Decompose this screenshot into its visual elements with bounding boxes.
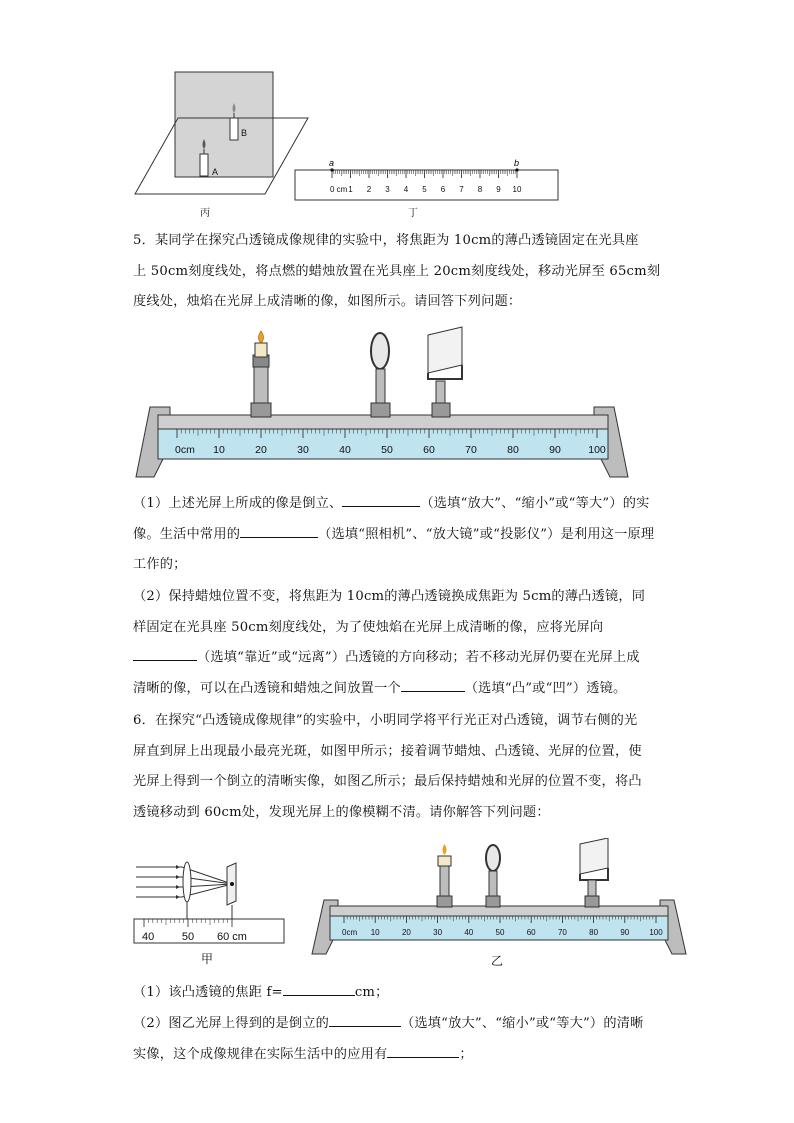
q6-s2-a: （2）图乙光屏上得到的是倒立的	[133, 1016, 330, 1031]
q6-line-1: 6．在探究“凸透镜成像规律”的实验中，小明同学将平行光正对凸透镜，调节右侧的光	[133, 713, 638, 728]
ding-tick-label: 9	[496, 185, 501, 194]
q5-s2-d: 清晰的像，可以在凸透镜和蜡烛之间放置一个	[133, 680, 401, 696]
yi-bench-tick-label: 10	[370, 928, 380, 937]
q5-s1-a: （1）上述光屏上所成的像是倒立、	[133, 496, 343, 511]
q6-blank-1[interactable]	[283, 981, 355, 996]
ding-tick-label: 7	[459, 185, 464, 194]
figure-ding-ruler	[292, 158, 562, 204]
q5-stem	[133, 226, 668, 318]
jia-tick-label: 60 cm	[217, 931, 247, 943]
ding-tick-label: 2	[366, 185, 372, 194]
q5-s2-e: （选填“凸”或“凹”）透镜。	[464, 680, 627, 696]
ruler-label-a: a	[329, 158, 335, 168]
q5-bench-tick-label: 10	[213, 444, 225, 456]
label-a-candle: A	[212, 167, 219, 177]
q5-blank-1[interactable]	[342, 492, 420, 507]
bing-caption: 丙	[200, 208, 210, 219]
q5-s1-c: 像。生活中常用的	[133, 526, 241, 542]
q6-s2-c: 实像，这个成像规律在实际生活中的应用有	[133, 1046, 388, 1062]
figure-bing-plane-mirror	[130, 70, 310, 200]
figure-q5-optical-bench	[132, 325, 632, 483]
q5-s1-b: （选填“放大”、“缩小”或“等大”）的实	[420, 496, 650, 511]
q5-bench-tick-label: 60	[423, 444, 435, 456]
q5-s2-a: （2）保持蜡烛位置不变，将焦距为 10cm的薄凸透镜换成焦距为 5cm的薄凸透镜，同	[133, 589, 646, 604]
q5-sub2	[133, 582, 668, 704]
q5-blank-2[interactable]	[240, 523, 318, 538]
q5-bench-tick-label: 40	[339, 444, 351, 456]
q6-s2-d: ；	[459, 1046, 473, 1062]
q6-line-2: 屏直到屏上出现最小最亮光斑，如图甲所示；接着调节蜡烛、凸透镜、光屏的位置，使	[133, 743, 642, 759]
ruler-label-b: b	[514, 158, 520, 168]
yi-bench-tick-label: 20	[401, 928, 411, 937]
ding-tick-label: 6	[440, 185, 446, 194]
yi-bench-tick-label: 30	[433, 928, 443, 937]
q5-bench-tick-label: 50	[381, 444, 393, 456]
jia-caption: 甲	[201, 952, 214, 966]
q6-s1-b: cm；	[354, 985, 389, 1000]
ding-tick-label: 8	[477, 185, 483, 194]
yi-caption: 乙	[491, 954, 504, 968]
q6-s2-b: （选填“放大”、“缩小”或“等大”）的清晰	[401, 1016, 644, 1031]
yi-bench-tick-label: 70	[557, 928, 567, 937]
yi-bench-tick-label: 60	[526, 928, 536, 937]
q5-line-2: 上 50cm刻度线处，将点燃的蜡烛放置在光具座上 20cm刻度线处，移动光屏至 65cm刻	[133, 263, 661, 279]
q5-line-1: 5．某同学在探究凸透镜成像规律的实验中，将焦距为 10cm的薄凸透镜固定在光具座	[133, 233, 639, 248]
q6-s1-a: （1）该凸透镜的焦距 f=	[133, 985, 283, 1000]
q5-bench-tick-label: 70	[465, 444, 477, 456]
yi-bench-tick-label: 80	[589, 928, 599, 937]
q6-blank-3[interactable]	[387, 1043, 459, 1058]
ding-tick-label: 3	[385, 185, 390, 194]
q5-bench-tick-label: 100	[588, 444, 606, 456]
q5-blank-4[interactable]	[401, 677, 465, 692]
ding-tick-label: 4	[403, 185, 409, 194]
q5-s1-d: （选填“照相机”、“放大镜”或“投影仪”）是利用这一原理	[318, 526, 655, 542]
ding-caption: 丁	[408, 208, 418, 219]
q6-sub2	[133, 1009, 668, 1070]
q5-bench-tick-label: 20	[255, 444, 267, 456]
q6-line-3: 光屏上得到一个倒立的清晰实像，如图乙所示；最后保持蜡烛和光屏的位置不变，将凸	[133, 774, 642, 789]
q5-line-3: 度线处，烛焰在光屏上成清晰的像，如图所示。请回答下列问题：	[133, 294, 522, 309]
q5-bench-tick-label: 80	[507, 444, 519, 456]
jia-tick-label: 40	[142, 931, 155, 943]
figure-yi-optical-bench	[310, 838, 688, 958]
yi-bench-tick-label: 40	[464, 928, 474, 937]
ding-tick-label: 0 cm	[330, 185, 348, 194]
q5-blank-3[interactable]	[133, 646, 197, 661]
q5-sub1	[133, 489, 668, 581]
yi-bench-tick-label: 0cm	[342, 928, 358, 937]
q5-s2-c: （选填“靠近”或“远离”）凸透镜的方向移动；若不移动光屏仍要在光屏上成	[197, 650, 640, 665]
ding-tick-label: 10	[512, 185, 522, 194]
yi-bench-tick-label: 50	[495, 928, 505, 937]
q6-stem	[133, 706, 668, 828]
q6-sub1	[133, 978, 668, 1009]
yi-bench-tick-label: 90	[620, 928, 630, 937]
q5-bench-tick-label: 90	[549, 444, 561, 456]
ding-tick-label: 1	[348, 185, 353, 194]
q5-bench-tick-label: 0cm	[175, 444, 195, 456]
jia-tick-label: 50	[181, 931, 195, 943]
q6-blank-2[interactable]	[329, 1012, 401, 1027]
q5-s1-e: 工作的；	[133, 557, 187, 572]
yi-bench-tick-label: 100	[649, 928, 663, 937]
figure-jia-focal-length	[132, 855, 288, 945]
q5-bench-tick-label: 30	[297, 444, 309, 456]
q6-line-4: 透镜移动到 60cm处，发现光屏上的像模糊不清。请你解答下列问题：	[133, 804, 550, 820]
q5-s2-b: 样固定在光具座 50cm刻度线处，为了使烛焰在光屏上成清晰的像，应将光屏向	[133, 619, 604, 635]
label-b-candle: B	[241, 128, 248, 138]
ding-tick-label: 5	[422, 185, 427, 194]
